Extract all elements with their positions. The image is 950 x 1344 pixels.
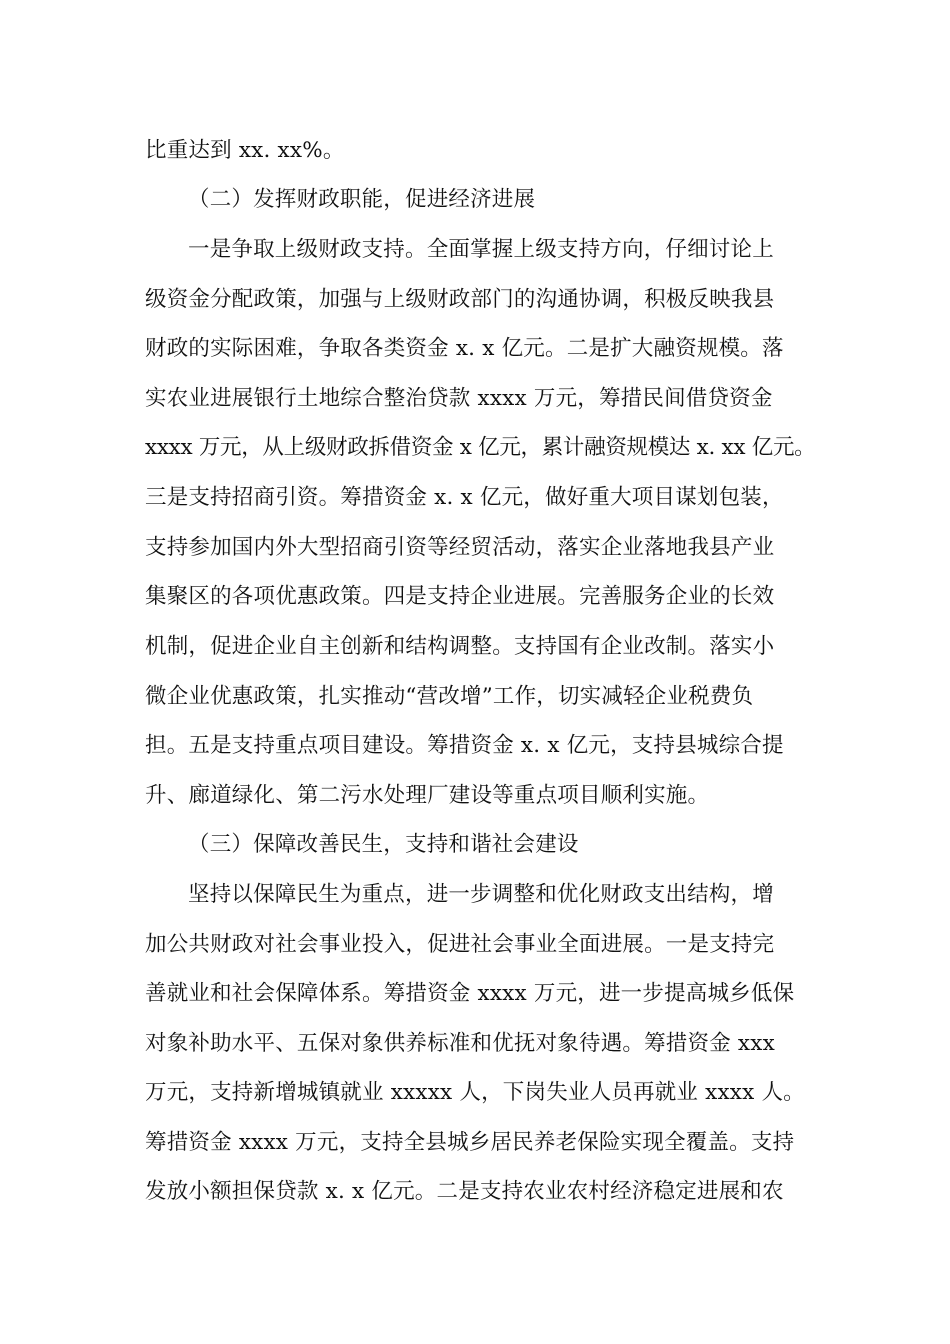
text-line-20: 万元，支持新增城镇就业 xxxxx 人，下岗失业人员再就业 xxxx 人。 — [145, 1080, 805, 1105]
text-line-11: 机制，促进企业自主创新和结构调整。支持国有企业改制。落实小 — [145, 634, 775, 659]
text-line-21: 筹措资金 xxxx 万元，支持全县城乡居民养老保险实现全覆盖。支持 — [145, 1130, 795, 1155]
section-heading-3: （三）保障改善民生，支持和谐社会建设 — [188, 832, 579, 857]
text-line-6: 实农业进展银行土地综合整治贷款 xxxx 万元，筹措民间借贷资金 — [145, 386, 773, 411]
text-line-8: 三是支持招商引资。筹措资金 x. x 亿元，做好重大项目谋划包装， — [145, 485, 784, 510]
text-line-13: 担。五是支持重点项目建设。筹措资金 x. x 亿元，支持县城综合提 — [145, 733, 784, 758]
text-line-14: 升、廊道绿化、第二污水处理厂建设等重点项目顺利实施。 — [145, 783, 710, 808]
text-line-10: 集聚区的各项优惠政策。四是支持企业进展。完善服务企业的长效 — [145, 584, 775, 609]
text-line-4: 级资金分配政策，加强与上级财政部门的沟通协调，积极反映我县 — [145, 287, 775, 312]
text-line-7: xxxx 万元，从上级财政拆借资金 x 亿元，累计融资规模达 x. xx 亿元。 — [145, 435, 816, 460]
text-line-9: 支持参加国内外大型招商引资等经贸活动，落实企业落地我县产业 — [145, 535, 775, 560]
text-line-5: 财政的实际困难，争取各类资金 x. x 亿元。二是扩大融资规模。落 — [145, 336, 784, 361]
text-line-19: 对象补助水平、五保对象供养标准和优抚对象待遇。筹措资金 xxx — [145, 1031, 775, 1056]
text-line-22: 发放小额担保贷款 x. x 亿元。二是支持农业农村经济稳定进展和农 — [145, 1179, 784, 1204]
text-line-3: 一是争取上级财政支持。全面掌握上级支持方向，仔细讨论上 — [188, 237, 774, 262]
text-line-16: 坚持以保障民生为重点，进一步调整和优化财政支出结构，增 — [188, 882, 774, 907]
text-line-18: 善就业和社会保障体系。筹措资金 xxxx 万元，进一步提高城乡低保 — [145, 981, 795, 1006]
text-line-1: 比重达到 xx. xx%。 — [145, 138, 345, 163]
section-heading-2: （二）发挥财政职能，促进经济进展 — [188, 187, 536, 212]
text-line-17: 加公共财政对社会事业投入，促进社会事业全面进展。一是支持完 — [145, 932, 775, 957]
text-line-12: 微企业优惠政策，扎实推动“营改增”工作，切实减轻企业税费负 — [145, 684, 754, 709]
